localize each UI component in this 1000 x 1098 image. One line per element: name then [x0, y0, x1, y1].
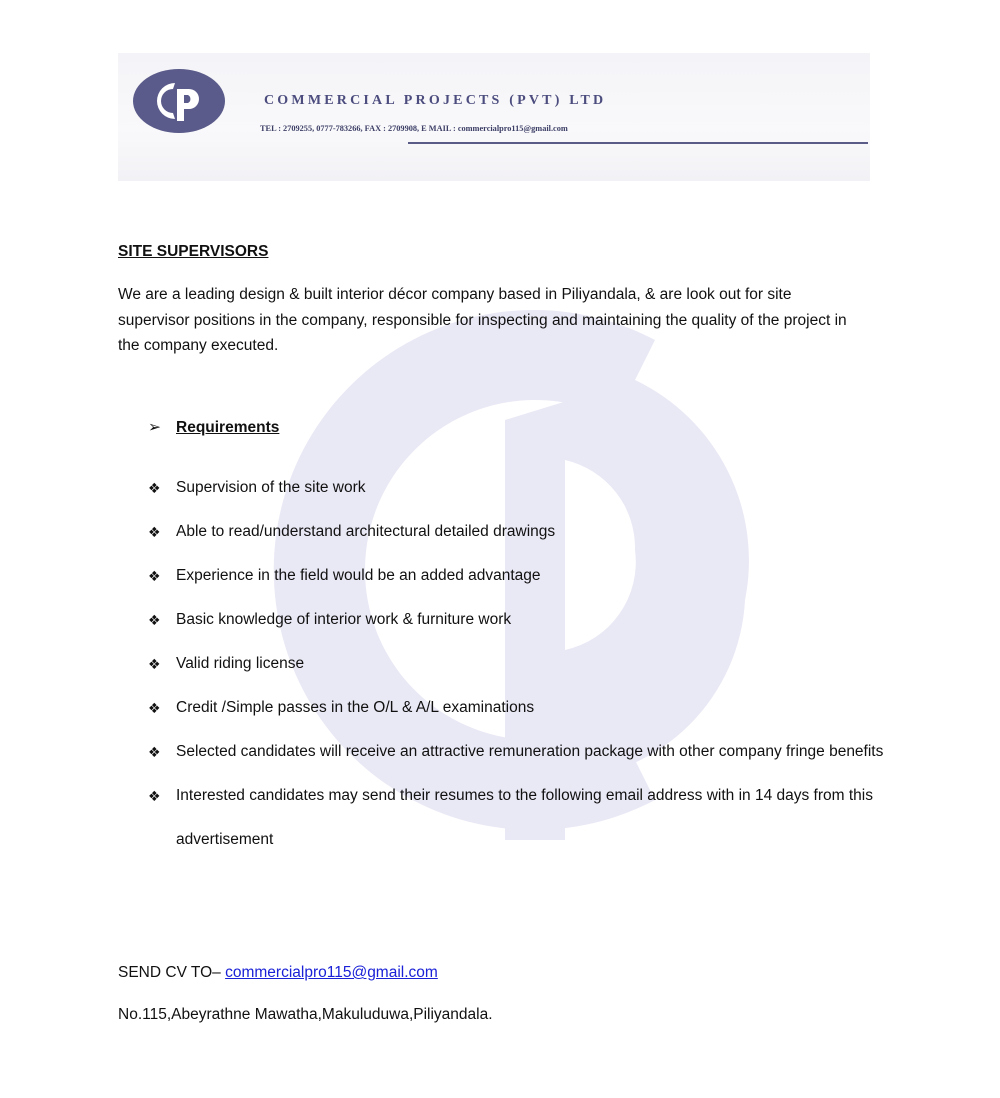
requirements-heading [148, 418, 279, 437]
list-item [148, 686, 888, 730]
intro-paragraph: We are a leading design & built interior décor company based in Piliyandala, & are look out for site supervisor positions in the company, responsible for inspecting and maintaining the quality of the project in the company executed. [118, 286, 847, 354]
diamond-bullet-icon: ❖ [148, 744, 161, 760]
diamond-bullet-icon: ❖ [148, 656, 161, 672]
list-item-text: Valid riding license [176, 655, 305, 672]
list-item-text: Able to read/understand architectural detailed drawings [176, 523, 556, 540]
diamond-bullet-icon: ❖ [148, 612, 161, 628]
requirements-list [148, 466, 888, 862]
list-item [148, 466, 888, 510]
list-item-text: Credit /Simple passes in the O/L & A/L examinations [176, 699, 535, 716]
diamond-bullet-icon: ❖ [148, 480, 161, 496]
send-cv-line [118, 964, 438, 982]
list-item-text: Interested candidates may send their resumes to the following email address with in 14 days from this advertisement [176, 787, 873, 848]
diamond-bullet-icon: ❖ [148, 524, 161, 540]
list-item [148, 598, 888, 642]
requirements-heading-label: Requirements [176, 419, 280, 436]
list-item [148, 730, 888, 774]
address: No.115,Abeyrathne Mawatha,Makuluduwa,Piliyandala. [118, 1006, 493, 1023]
list-item [148, 774, 888, 862]
page-title: SITE SUPERVISORS [118, 243, 269, 260]
list-item [148, 554, 888, 598]
arrow-bullet-icon: ➢ [148, 419, 161, 436]
letterhead [118, 53, 870, 181]
diamond-bullet-icon: ❖ [148, 788, 161, 804]
company-logo-icon [133, 69, 225, 133]
email-link[interactable]: commercialpro115@gmail.com [225, 964, 438, 981]
send-cv-label: SEND CV TO– [118, 964, 221, 981]
list-item-text: Selected candidates will receive an attractive remuneration package with other company fringe benefits [176, 743, 884, 760]
diamond-bullet-icon: ❖ [148, 568, 161, 584]
list-item-text: Basic knowledge of interior work & furniture work [176, 611, 512, 628]
company-name: COMMERCIAL PROJECTS (PVT) LTD [264, 93, 607, 108]
letterhead-rule [408, 142, 868, 144]
list-item-text: Experience in the field would be an added advantage [176, 567, 541, 584]
list-item-text: Supervision of the site work [176, 479, 366, 496]
list-item [148, 510, 888, 554]
list-item [148, 642, 888, 686]
diamond-bullet-icon: ❖ [148, 700, 161, 716]
contact-line: TEL : 2709255, 0777-783266, FAX : 2709908, E MAIL : commercialpro115@gmail.com [260, 124, 568, 133]
